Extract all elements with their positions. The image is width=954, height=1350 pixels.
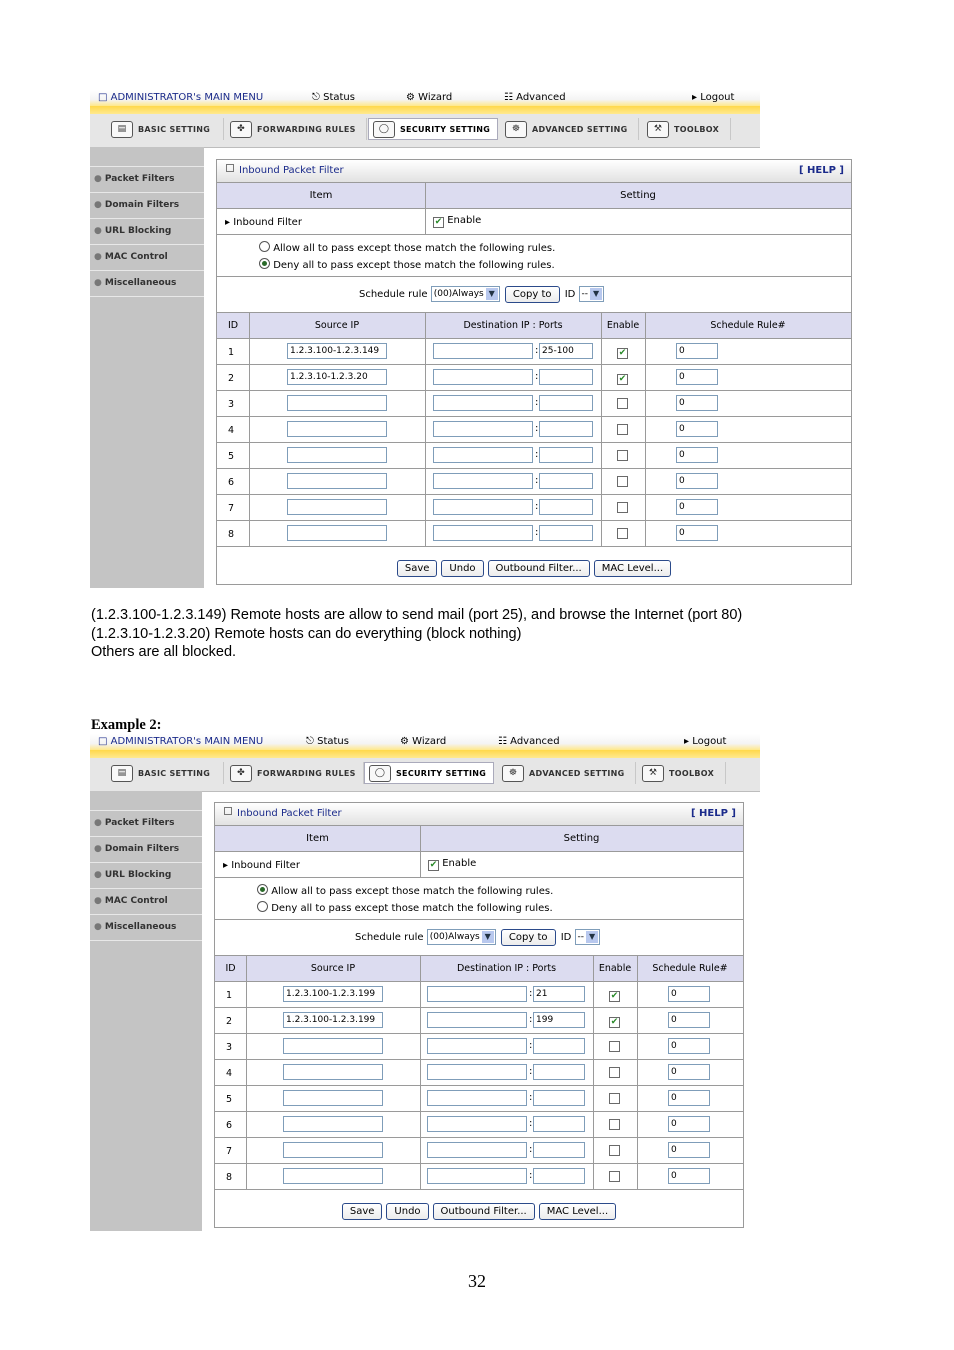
column-header: Schedule Rule# <box>710 320 786 331</box>
rule-id: 1 <box>228 347 235 358</box>
rule-enable-checkbox[interactable] <box>617 424 628 437</box>
undo-button[interactable]: Undo <box>441 560 483 577</box>
copy-to-button[interactable]: Copy to <box>501 929 556 946</box>
panel-title: Inbound Packet Filter <box>237 808 342 819</box>
panel-title-bar <box>215 803 743 826</box>
schedule-rule-input[interactable]: 0 <box>676 343 718 359</box>
copy-id-select[interactable]: -- ▼ <box>579 286 605 302</box>
column-header: Destination IP : Ports <box>456 963 557 974</box>
rule-id: 2 <box>226 1016 233 1027</box>
port-input[interactable] <box>533 1116 585 1132</box>
explanation-line-2: (1.2.3.10-1.2.3.20) Remote hosts can do everything (block nothing) <box>91 625 522 642</box>
tab-toolbox[interactable] <box>638 762 726 784</box>
setting-header: Setting <box>620 190 656 201</box>
source-ip-input[interactable] <box>283 1116 383 1132</box>
lock-icon: ◯ <box>373 121 395 138</box>
sidebar-item-domain-filters[interactable]: ● Domain Filters <box>90 193 204 219</box>
schedule-rule-input[interactable]: 0 <box>668 1168 710 1184</box>
explanation-line-3: Others are all blocked. <box>91 644 237 660</box>
destination-ip-input[interactable] <box>433 369 533 385</box>
table-row: 1 1.2.3.100-1.2.3.199 : 21 ✔ 0 <box>215 982 743 1008</box>
lock-icon: ◯ <box>369 765 391 782</box>
wrench-icon: ✤ <box>230 765 252 782</box>
allow-radio[interactable]: Allow all to pass except those match the following rules. <box>257 884 553 897</box>
table-row: 5 : 0 <box>215 1086 743 1112</box>
inbound-filter-row <box>215 852 743 878</box>
schedule-rule-input[interactable]: 0 <box>676 499 718 515</box>
tab-label: BASIC SETTING <box>138 768 211 778</box>
item-setting-header <box>215 826 743 852</box>
item-header: Item <box>309 190 333 201</box>
copy-id-select[interactable]: -- ▼ <box>575 929 601 945</box>
tab-label: SECURITY SETTING <box>400 124 491 134</box>
undo-button[interactable]: Undo <box>386 1203 428 1220</box>
menu-accent-band <box>90 750 760 758</box>
page-number: 32 <box>468 1271 486 1291</box>
tab-label: FORWARDING RULES <box>257 768 356 778</box>
destination-ip-input[interactable] <box>427 986 527 1002</box>
port-input[interactable] <box>539 369 593 385</box>
column-header: Enable <box>606 320 640 331</box>
outbound-filter-button[interactable]: Outbound Filter... <box>433 1203 535 1220</box>
schedule-rule-input[interactable]: 0 <box>668 1090 710 1106</box>
tab-label: ADVANCED SETTING <box>532 124 628 134</box>
toolbox-icon: ⚒ <box>642 765 664 782</box>
rule-enable-checkbox[interactable] <box>617 450 628 463</box>
rule-id: 1 <box>226 990 233 1001</box>
column-header: Destination IP : Ports <box>463 320 563 331</box>
source-ip-input[interactable] <box>283 1064 383 1080</box>
tab-label: ADVANCED SETTING <box>529 768 625 778</box>
rule-enable-checkbox[interactable] <box>617 398 628 411</box>
example-2-heading: Example 2: <box>91 717 162 733</box>
tab-label: FORWARDING RULES <box>257 124 356 134</box>
column-header: Schedule Rule# <box>652 963 728 974</box>
toolbox-icon: ⚒ <box>647 121 669 138</box>
chevron-down-icon: ▼ <box>586 931 598 943</box>
rule-id: 6 <box>228 477 235 488</box>
chevron-down-icon: ▼ <box>482 931 494 943</box>
table-row: 8 : 0 <box>217 521 851 547</box>
source-ip-input[interactable]: 1.2.3.100-1.2.3.199 <box>283 1012 383 1028</box>
gear-icon: ☸ <box>505 121 527 138</box>
port-input[interactable] <box>539 395 593 411</box>
rule-enable-checkbox[interactable] <box>609 1171 620 1184</box>
save-button[interactable]: Save <box>342 1203 383 1220</box>
tab-bar <box>90 758 760 792</box>
rule-id: 3 <box>228 399 235 410</box>
enable-filter-checkbox[interactable]: ✔ Enable <box>429 858 477 870</box>
filter-mode-row <box>217 235 851 277</box>
tab-basic-setting[interactable] <box>107 118 224 140</box>
port-input[interactable] <box>539 499 593 515</box>
tab-label: TOOLBOX <box>669 768 715 778</box>
table-row: 6 : 0 <box>217 469 851 495</box>
rule-enable-checkbox[interactable] <box>617 528 628 541</box>
destination-ip-input[interactable] <box>433 343 533 359</box>
tab-bar <box>90 114 760 148</box>
status-icon: ⎋ <box>306 736 314 747</box>
rule-enable-checkbox[interactable]: ✔ <box>618 374 627 384</box>
destination-ip-input[interactable] <box>427 1116 527 1132</box>
schedule-rule-select[interactable]: (00)Always ▼ <box>427 929 496 945</box>
outbound-filter-button[interactable]: Outbound Filter... <box>488 560 590 577</box>
table-row: 5 : 0 <box>217 443 851 469</box>
table-row: 2 1.2.3.10-1.2.3.20 : ✔ 0 <box>217 365 851 391</box>
sidebar-item-mac-control[interactable]: ● MAC Control <box>90 245 204 271</box>
help-link[interactable]: [ HELP ] <box>690 808 736 819</box>
explanation-line-1: (1.2.3.100-1.2.3.149) Remote hosts are allow to send mail (port 25), and browse the Internet (port 80) <box>91 607 743 623</box>
inbound-filter-label: ▸ Inbound Filter <box>225 217 302 228</box>
source-ip-input[interactable] <box>287 499 387 515</box>
logout-menu-link[interactable]: ▸ Logout <box>692 92 735 103</box>
notebook-icon: ▤ <box>111 121 133 138</box>
rule-enable-checkbox[interactable] <box>617 476 628 489</box>
logout-menu-link[interactable]: ▸ Logout <box>684 736 727 747</box>
tab-security-setting[interactable] <box>368 118 498 140</box>
source-ip-input[interactable] <box>287 473 387 489</box>
sidebar-item-miscellaneous[interactable]: ● Miscellaneous <box>90 915 202 941</box>
destination-ip-input[interactable] <box>427 1064 527 1080</box>
inbound-filter-label: ▸ Inbound Filter <box>223 860 300 871</box>
sidebar-item-packet-filters[interactable]: ● Packet Filters <box>90 811 202 837</box>
id-label: ID <box>564 289 576 300</box>
rule-id: 8 <box>226 1172 233 1183</box>
menu-accent-band <box>90 106 760 114</box>
tab-basic-setting[interactable] <box>107 762 224 784</box>
action-buttons-row <box>215 1190 743 1226</box>
inbound-filter-row <box>217 209 851 235</box>
source-ip-input[interactable] <box>287 395 387 411</box>
destination-ip-input[interactable] <box>433 473 533 489</box>
destination-ip-input[interactable] <box>433 447 533 463</box>
schedule-row <box>215 920 743 956</box>
rule-id: 3 <box>226 1042 233 1053</box>
column-header: ID <box>227 320 239 331</box>
rule-enable-checkbox[interactable] <box>609 1145 620 1158</box>
admin-menu-link[interactable]: □ ADMINISTRATOR's MAIN MENU <box>98 736 264 747</box>
status-icon: ⎋ <box>312 92 320 103</box>
source-ip-input[interactable] <box>283 1168 383 1184</box>
wizard-menu-link[interactable]: ⚙ Wizard <box>406 92 453 103</box>
rule-enable-checkbox[interactable] <box>609 1119 620 1132</box>
item-setting-header <box>217 183 851 209</box>
port-input[interactable] <box>533 1142 585 1158</box>
destination-ip-input[interactable] <box>433 499 533 515</box>
rule-enable-checkbox[interactable] <box>609 1067 620 1080</box>
port-input[interactable] <box>533 1064 585 1080</box>
table-row: 3 : 0 <box>215 1034 743 1060</box>
tab-advanced-setting[interactable] <box>498 762 636 784</box>
schedule-rule-input[interactable]: 0 <box>676 525 718 541</box>
destination-ip-input[interactable] <box>427 1012 527 1028</box>
chevron-down-icon: ▼ <box>590 288 602 300</box>
column-header: Source IP <box>310 963 356 974</box>
setting-header: Setting <box>563 833 600 844</box>
destination-ip-input[interactable] <box>433 421 533 437</box>
destination-ip-input[interactable] <box>427 1168 527 1184</box>
schedule-row <box>217 277 851 313</box>
save-button[interactable]: Save <box>397 560 438 577</box>
rule-enable-checkbox[interactable]: ✔ <box>610 1017 619 1027</box>
source-ip-input[interactable] <box>283 1090 383 1106</box>
table-row: 4 : 0 <box>215 1060 743 1086</box>
advanced-icon: ☷ <box>504 92 513 103</box>
explanation-text <box>91 606 742 662</box>
panel-title-icon <box>224 807 232 815</box>
chevron-down-icon: ▼ <box>486 288 498 300</box>
sidebar-item-url-blocking[interactable]: ● URL Blocking <box>90 219 204 245</box>
help-link[interactable]: [ HELP ] <box>798 165 844 176</box>
schedule-rule-label: Schedule rule <box>359 289 428 300</box>
tab-forwarding-rules[interactable] <box>226 762 364 784</box>
tab-label: TOOLBOX <box>674 124 720 134</box>
port-input[interactable]: 21 <box>533 986 585 1002</box>
panel-title-bar <box>217 160 851 183</box>
copy-to-button[interactable]: Copy to <box>505 286 560 303</box>
schedule-rule-input[interactable]: 0 <box>676 395 718 411</box>
port-input[interactable]: 199 <box>533 1012 585 1028</box>
wrench-icon: ✤ <box>230 121 252 138</box>
source-ip-input[interactable]: 1.2.3.100-1.2.3.199 <box>283 986 383 1002</box>
port-input[interactable] <box>539 447 593 463</box>
schedule-rule-input[interactable]: 0 <box>676 473 718 489</box>
table-row: 3 : 0 <box>217 391 851 417</box>
schedule-rule-input[interactable]: 0 <box>676 421 718 437</box>
notebook-icon: ▤ <box>111 765 133 782</box>
allow-radio[interactable]: Allow all to pass except those match the following rules. <box>259 241 555 254</box>
action-buttons-row <box>217 547 851 583</box>
deny-radio[interactable]: Deny all to pass except those match the following rules. <box>259 258 555 271</box>
column-header: Source IP <box>314 320 360 331</box>
destination-ip-input[interactable] <box>433 525 533 541</box>
screenshot-example-1 <box>90 90 844 588</box>
mac-level-button[interactable]: MAC Level... <box>539 1203 616 1220</box>
port-input[interactable] <box>533 1168 585 1184</box>
schedule-rule-input[interactable]: 0 <box>668 1012 710 1028</box>
panel-title-icon <box>226 164 234 172</box>
port-input[interactable] <box>533 1090 585 1106</box>
port-input[interactable] <box>539 525 593 541</box>
schedule-rule-label: Schedule rule <box>355 932 424 943</box>
source-ip-input[interactable] <box>287 525 387 541</box>
advanced-menu-link[interactable]: ☷ Advanced <box>504 92 566 103</box>
sidebar-item-mac-control[interactable]: ● MAC Control <box>90 889 202 915</box>
wizard-menu-link[interactable]: ⚙ Wizard <box>400 736 447 747</box>
rule-id: 7 <box>228 503 235 514</box>
destination-ip-input[interactable] <box>433 395 533 411</box>
tab-toolbox[interactable] <box>643 118 731 140</box>
destination-ip-input[interactable] <box>427 1090 527 1106</box>
column-header: Enable <box>598 963 632 974</box>
source-ip-input[interactable]: 1.2.3.100-1.2.3.149 <box>287 343 387 359</box>
schedule-rule-input[interactable]: 0 <box>668 1142 710 1158</box>
main-menu-bar <box>90 734 760 750</box>
enable-filter-checkbox[interactable]: ✔ Enable <box>434 215 482 227</box>
wizard-icon: ⚙ <box>406 92 415 103</box>
port-input[interactable] <box>539 473 593 489</box>
table-row: 1 1.2.3.100-1.2.3.149 : 25-100 ✔ 0 <box>217 339 851 365</box>
filter-mode-row <box>215 878 743 920</box>
sidebar-item-url-blocking[interactable]: ● URL Blocking <box>90 863 202 889</box>
rules-table-header <box>217 313 851 339</box>
source-ip-input[interactable]: 1.2.3.10-1.2.3.20 <box>287 369 387 385</box>
tab-security-setting[interactable] <box>364 762 494 784</box>
deny-radio[interactable]: Deny all to pass except those match the following rules. <box>257 901 553 914</box>
rules-table-header <box>215 956 743 982</box>
rule-id: 8 <box>228 529 235 540</box>
table-row: 6 : 0 <box>215 1112 743 1138</box>
schedule-rule-select[interactable]: (00)Always ▼ <box>431 286 500 302</box>
screenshot-example-2 <box>90 734 750 1231</box>
schedule-rule-input[interactable]: 0 <box>668 1116 710 1132</box>
table-row: 7 : 0 <box>217 495 851 521</box>
gear-icon: ☸ <box>502 765 524 782</box>
table-row: 7 : 0 <box>215 1138 743 1164</box>
source-ip-input[interactable] <box>283 1142 383 1158</box>
main-menu-bar <box>90 90 760 106</box>
schedule-rule-input[interactable]: 0 <box>668 986 710 1002</box>
mac-level-button[interactable]: MAC Level... <box>594 560 671 577</box>
admin-menu-link[interactable]: □ ADMINISTRATOR's MAIN MENU <box>98 92 264 103</box>
tab-label: BASIC SETTING <box>138 124 211 134</box>
rule-enable-checkbox[interactable]: ✔ <box>610 991 619 1001</box>
table-row: 4 : 0 <box>217 417 851 443</box>
destination-ip-input[interactable] <box>427 1142 527 1158</box>
sidebar-item-domain-filters[interactable]: ● Domain Filters <box>90 837 202 863</box>
sidebar-item-miscellaneous[interactable]: ● Miscellaneous <box>90 271 204 297</box>
sidebar <box>90 147 204 588</box>
sidebar-item-packet-filters[interactable]: ● Packet Filters <box>90 167 204 193</box>
panel-title: Inbound Packet Filter <box>239 165 344 176</box>
status-menu-link[interactable]: ⎋ Status <box>312 92 355 103</box>
advanced-menu-link[interactable]: ☷ Advanced <box>498 736 560 747</box>
rule-id: 5 <box>228 451 235 462</box>
rule-id: 4 <box>226 1068 233 1079</box>
rule-enable-checkbox[interactable] <box>617 502 628 515</box>
advanced-icon: ☷ <box>498 736 507 747</box>
inbound-filter-panel <box>216 159 852 585</box>
port-input[interactable] <box>539 421 593 437</box>
port-input[interactable] <box>533 1038 585 1054</box>
id-label: ID <box>560 932 572 943</box>
source-ip-input[interactable] <box>287 421 387 437</box>
inbound-filter-panel <box>214 802 744 1228</box>
rule-id: 7 <box>226 1146 233 1157</box>
table-row: 8 : 0 <box>215 1164 743 1190</box>
port-input[interactable]: 25-100 <box>539 343 593 359</box>
tab-forwarding-rules[interactable] <box>226 118 367 140</box>
table-row: 2 1.2.3.100-1.2.3.199 : 199 ✔ 0 <box>215 1008 743 1034</box>
source-ip-input[interactable] <box>287 447 387 463</box>
sidebar <box>90 791 202 1231</box>
column-header: ID <box>225 963 236 974</box>
destination-ip-input[interactable] <box>427 1038 527 1054</box>
rule-id: 5 <box>226 1094 233 1105</box>
wizard-icon: ⚙ <box>400 736 409 747</box>
schedule-rule-input[interactable]: 0 <box>676 447 718 463</box>
schedule-rule-input[interactable]: 0 <box>676 369 718 385</box>
status-menu-link[interactable]: ⎋ Status <box>306 736 349 747</box>
rule-enable-checkbox[interactable] <box>609 1041 620 1054</box>
schedule-rule-input[interactable]: 0 <box>668 1064 710 1080</box>
tab-advanced-setting[interactable] <box>501 118 639 140</box>
item-header: Item <box>306 833 329 844</box>
rule-id: 4 <box>228 425 235 436</box>
rule-enable-checkbox[interactable] <box>609 1093 620 1106</box>
rule-id: 2 <box>228 373 235 384</box>
source-ip-input[interactable] <box>283 1038 383 1054</box>
schedule-rule-input[interactable]: 0 <box>668 1038 710 1054</box>
rule-enable-checkbox[interactable]: ✔ <box>618 348 627 358</box>
rule-id: 6 <box>226 1120 233 1131</box>
tab-label: SECURITY SETTING <box>396 768 487 778</box>
